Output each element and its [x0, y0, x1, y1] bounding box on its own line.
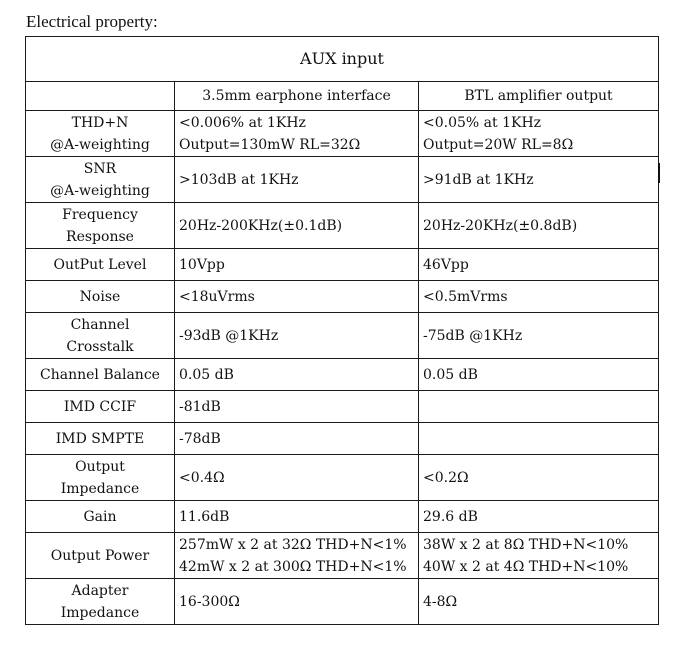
cell-line: 20Hz-200KHz(±0.1dB)	[179, 217, 343, 234]
btl-value	[419, 501, 659, 533]
header-empty	[26, 82, 175, 111]
cell-line: 257mW x 2 at 32Ω THD+N<1%	[179, 536, 407, 553]
btl-value	[419, 391, 659, 423]
earphone-value	[175, 359, 419, 391]
row-label	[26, 313, 175, 359]
earphone-value	[175, 203, 419, 249]
row-label	[26, 249, 175, 281]
cell-line: 0.05 dB	[423, 366, 478, 383]
earphone-value	[175, 423, 419, 455]
cell-line: 46Vpp	[423, 256, 469, 273]
table-row	[26, 501, 659, 533]
row-label	[26, 157, 175, 203]
earphone-value	[175, 391, 419, 423]
cell-line: @A-weighting	[50, 136, 150, 153]
electrical-property-table	[25, 36, 659, 625]
cell-line: <0.05% at 1KHz	[423, 114, 542, 131]
cell-line: Impedance	[60, 604, 140, 621]
cell-line: -93dB @1KHz	[179, 327, 279, 344]
table-row	[26, 111, 659, 157]
cell-line: @A-weighting	[50, 182, 150, 199]
earphone-value	[175, 501, 419, 533]
btl-value	[419, 359, 659, 391]
table-row	[26, 157, 659, 203]
btl-value	[419, 281, 659, 313]
btl-value	[419, 157, 659, 203]
cell-line: 42mW x 2 at 300Ω THD+N<1%	[179, 558, 407, 575]
earphone-value	[175, 533, 419, 579]
btl-value	[419, 533, 659, 579]
text-cursor	[658, 163, 660, 183]
table-row	[26, 203, 659, 249]
table-row	[26, 391, 659, 423]
row-label	[26, 203, 175, 249]
cell-line: Output=130mW RL=32Ω	[179, 136, 361, 153]
cell-line: 10Vpp	[179, 256, 225, 273]
cell-line: >103dB at 1KHz	[179, 171, 299, 188]
cell-line: Output Power	[50, 547, 150, 564]
btl-value	[419, 579, 659, 625]
row-label	[26, 391, 175, 423]
earphone-value	[175, 455, 419, 501]
earphone-value	[175, 111, 419, 157]
row-label	[26, 579, 175, 625]
cell-line: Channel	[70, 316, 130, 333]
cell-line: -75dB @1KHz	[423, 327, 523, 344]
cell-line: <0.4Ω	[179, 469, 225, 486]
btl-value	[419, 423, 659, 455]
cell-line: 29.6 dB	[423, 508, 478, 525]
cell-line: -78dB	[179, 430, 221, 447]
cell-line: 16-300Ω	[179, 593, 240, 610]
earphone-value	[175, 157, 419, 203]
cell-line: THD+N	[71, 114, 129, 131]
table-row	[26, 579, 659, 625]
table-row	[26, 281, 659, 313]
cell-line: 40W x 2 at 4Ω THD+N<10%	[423, 558, 629, 575]
cell-line: <0.2Ω	[423, 469, 469, 486]
table-row	[26, 455, 659, 501]
earphone-value	[175, 249, 419, 281]
row-label	[26, 501, 175, 533]
table-row	[26, 359, 659, 391]
earphone-value	[175, 281, 419, 313]
cell-line: 0.05 dB	[179, 366, 234, 383]
column-header-row	[26, 82, 659, 111]
cell-line: Channel Balance	[40, 366, 160, 383]
row-label	[26, 423, 175, 455]
cell-line: Impedance	[60, 480, 140, 497]
row-label	[26, 533, 175, 579]
cell-line: <0.5mVrms	[423, 288, 508, 305]
row-label	[26, 111, 175, 157]
cell-line: 20Hz-20KHz(±0.8dB)	[423, 217, 578, 234]
table-row	[26, 533, 659, 579]
cell-line: OutPut Level	[53, 256, 147, 273]
cell-line: Frequency	[62, 206, 138, 223]
table-row	[26, 423, 659, 455]
table-caption-row	[26, 37, 659, 82]
table-caption: AUX input	[26, 37, 659, 82]
btl-value	[419, 455, 659, 501]
row-label	[26, 281, 175, 313]
cell-line: Output	[75, 458, 125, 475]
header-btl: BTL amplifier output	[419, 82, 659, 111]
btl-value	[419, 313, 659, 359]
cell-line: Adapter	[71, 582, 129, 599]
cell-line: Response	[66, 228, 134, 245]
cell-line: <18uVrms	[179, 288, 255, 305]
cell-line: Crosstalk	[66, 338, 134, 355]
cell-line: Noise	[79, 288, 121, 305]
cell-line: IMD CCIF	[63, 398, 137, 415]
btl-value	[419, 111, 659, 157]
cell-line: SNR	[83, 160, 117, 177]
header-earphone: 3.5mm earphone interface	[175, 82, 419, 111]
btl-value	[419, 249, 659, 281]
cell-line: -81dB	[179, 398, 221, 415]
table-row	[26, 249, 659, 281]
cell-line: 4-8Ω	[423, 593, 458, 610]
btl-value	[419, 203, 659, 249]
earphone-value	[175, 313, 419, 359]
earphone-value	[175, 579, 419, 625]
cell-line: <0.006% at 1KHz	[179, 114, 306, 131]
cell-line: 38W x 2 at 8Ω THD+N<10%	[423, 536, 629, 553]
cell-line: IMD SMPTE	[55, 430, 145, 447]
cell-line: >91dB at 1KHz	[423, 171, 534, 188]
document-title: Electrical property:	[26, 12, 158, 31]
cell-line: 11.6dB	[179, 508, 230, 525]
row-label	[26, 455, 175, 501]
cell-line: Gain	[83, 508, 117, 525]
cell-line: Output=20W RL=8Ω	[423, 136, 574, 153]
row-label	[26, 359, 175, 391]
table-row	[26, 313, 659, 359]
